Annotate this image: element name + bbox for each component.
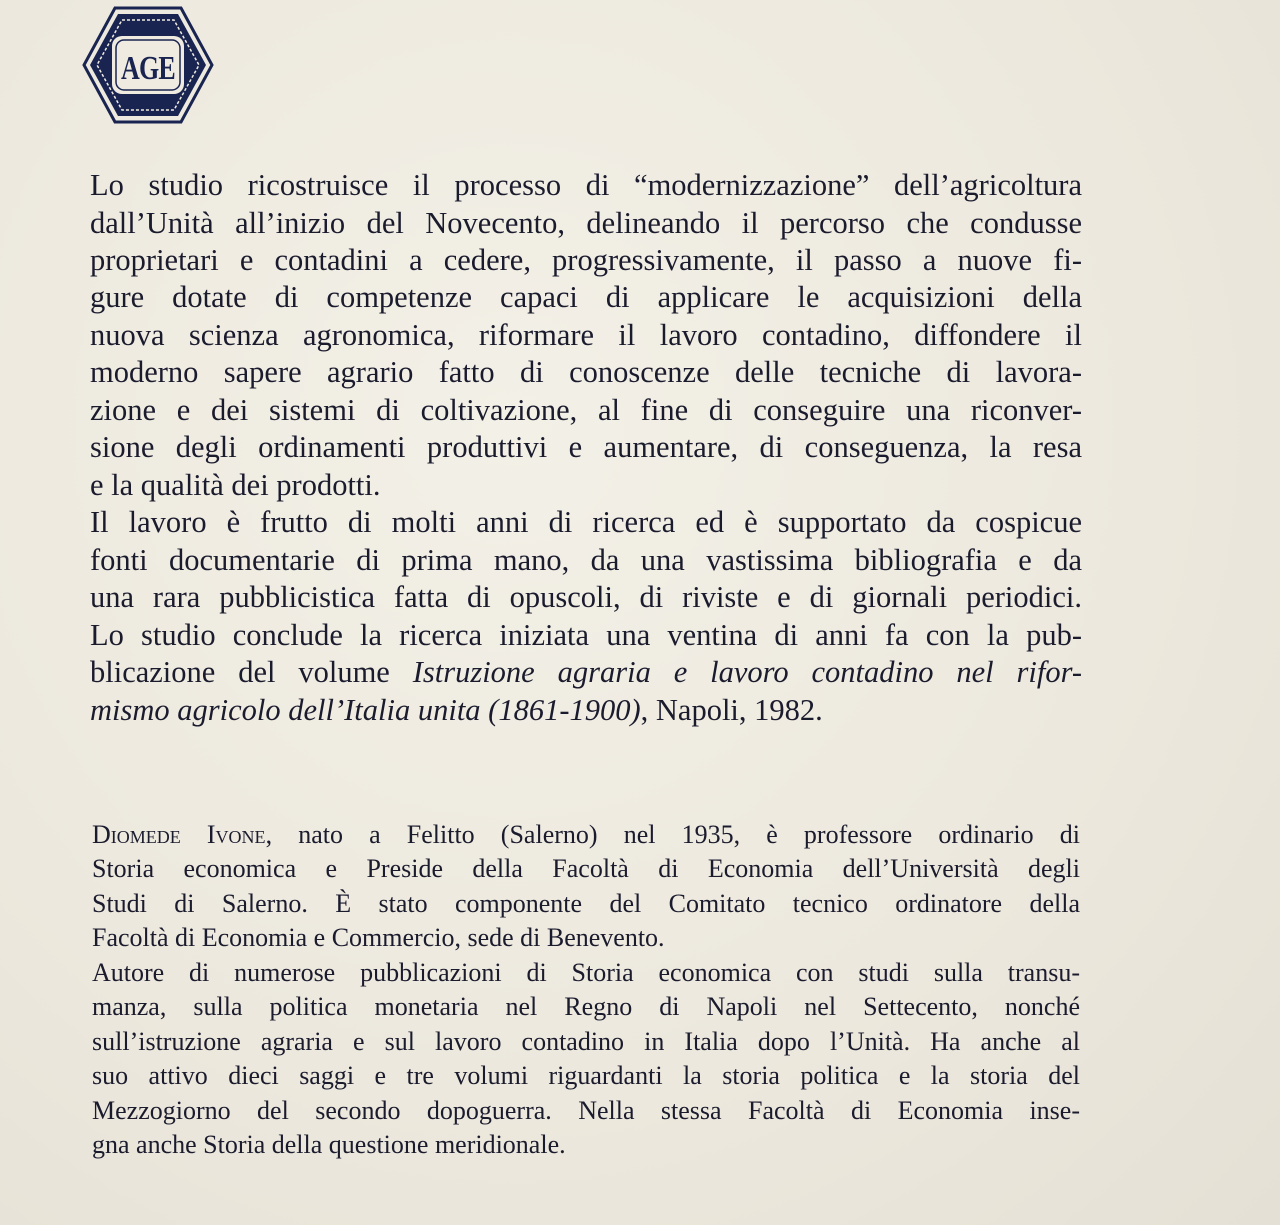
bio-text: , nato a Felitto (Salerno) nel 1935, è professore ordinario di xyxy=(265,820,1080,849)
blurb-line: Lo studio ricostruisce il processo di “modernizzazione” dell’agricoltura xyxy=(90,168,1082,202)
bio-line xyxy=(92,822,1080,848)
blurb-line: gure dotate di competenze capaci di applicare le acquisizioni della xyxy=(90,280,1082,314)
blurb-line xyxy=(90,695,823,726)
blurb-line: una rara pubblicistica fatta di opuscoli, di riviste e di giornali periodici. xyxy=(90,580,1082,614)
bio-line: Studi di Salerno. È stato componente del Comitato tecnico ordinatore della xyxy=(92,889,1080,918)
blurb-line: e la qualità dei prodotti. xyxy=(90,468,381,502)
bio-line: manza, sulla politica monetaria nel Regno di Napoli nel Settecento, nonché xyxy=(92,992,1080,1021)
blurb-line: Il lavoro è frutto di molti anni di ricerca ed è supportato da cospicue xyxy=(90,505,1082,539)
blurb-text: , Napoli, 1982. xyxy=(640,693,823,727)
blurb-line: fonti documentarie di prima mano, da una vastissima bibliografia e da xyxy=(90,543,1082,577)
bio-line: suo attivo dieci saggi e tre volumi riguardanti la storia politica e la storia del xyxy=(92,1061,1080,1090)
author-name: Diomede Ivone xyxy=(92,820,266,849)
logo-text: AGE xyxy=(121,50,175,87)
publisher-logo xyxy=(82,6,214,124)
book-title: Istruzione agraria e lavoro contadino nel rifor- xyxy=(412,655,1082,689)
bio-line: Mezzogiorno del secondo dopoguerra. Nella stessa Facoltà di Economia inse- xyxy=(92,1096,1080,1125)
blurb-line: proprietari e contadini a cedere, progressivamente, il passo a nuove fi- xyxy=(90,243,1082,277)
blurb-line xyxy=(90,657,1082,688)
bio-line: gna anche Storia della questione meridionale. xyxy=(92,1130,566,1159)
bio-line: sull’istruzione agraria e sul lavoro contadino in Italia dopo l’Unità. Ha anche al xyxy=(92,1027,1080,1056)
blurb-line: dall’Unità all’inizio del Novecento, delineando il percorso che condusse xyxy=(90,206,1082,240)
blurb-line: zione e dei sistemi di coltivazione, al fine di conseguire una riconver- xyxy=(90,393,1082,427)
bio-line: Facoltà di Economia e Commercio, sede di Benevento. xyxy=(92,923,665,952)
book-title: mismo agricolo dell’Italia unita (1861-1900) xyxy=(90,693,641,727)
bio-line: Autore di numerose pubblicazioni di Storia economica con studi sulla transu- xyxy=(92,958,1080,987)
blurb-line: sione degli ordinamenti produttivi e aumentare, di conseguenza, la resa xyxy=(90,430,1082,464)
blurb-line: nuova scienza agronomica, riformare il lavoro contadino, diffondere il xyxy=(90,318,1082,352)
blurb-line: Lo studio conclude la ricerca iniziata una ventina di anni fa con la pub- xyxy=(90,618,1082,652)
blurb-text: blicazione del volume xyxy=(90,655,413,689)
blurb-line: moderno sapere agrario fatto di conoscenze delle tecniche di lavora- xyxy=(90,355,1082,389)
bio-line: Storia economica e Preside della Facoltà di Economia dell’Università degli xyxy=(92,854,1080,883)
